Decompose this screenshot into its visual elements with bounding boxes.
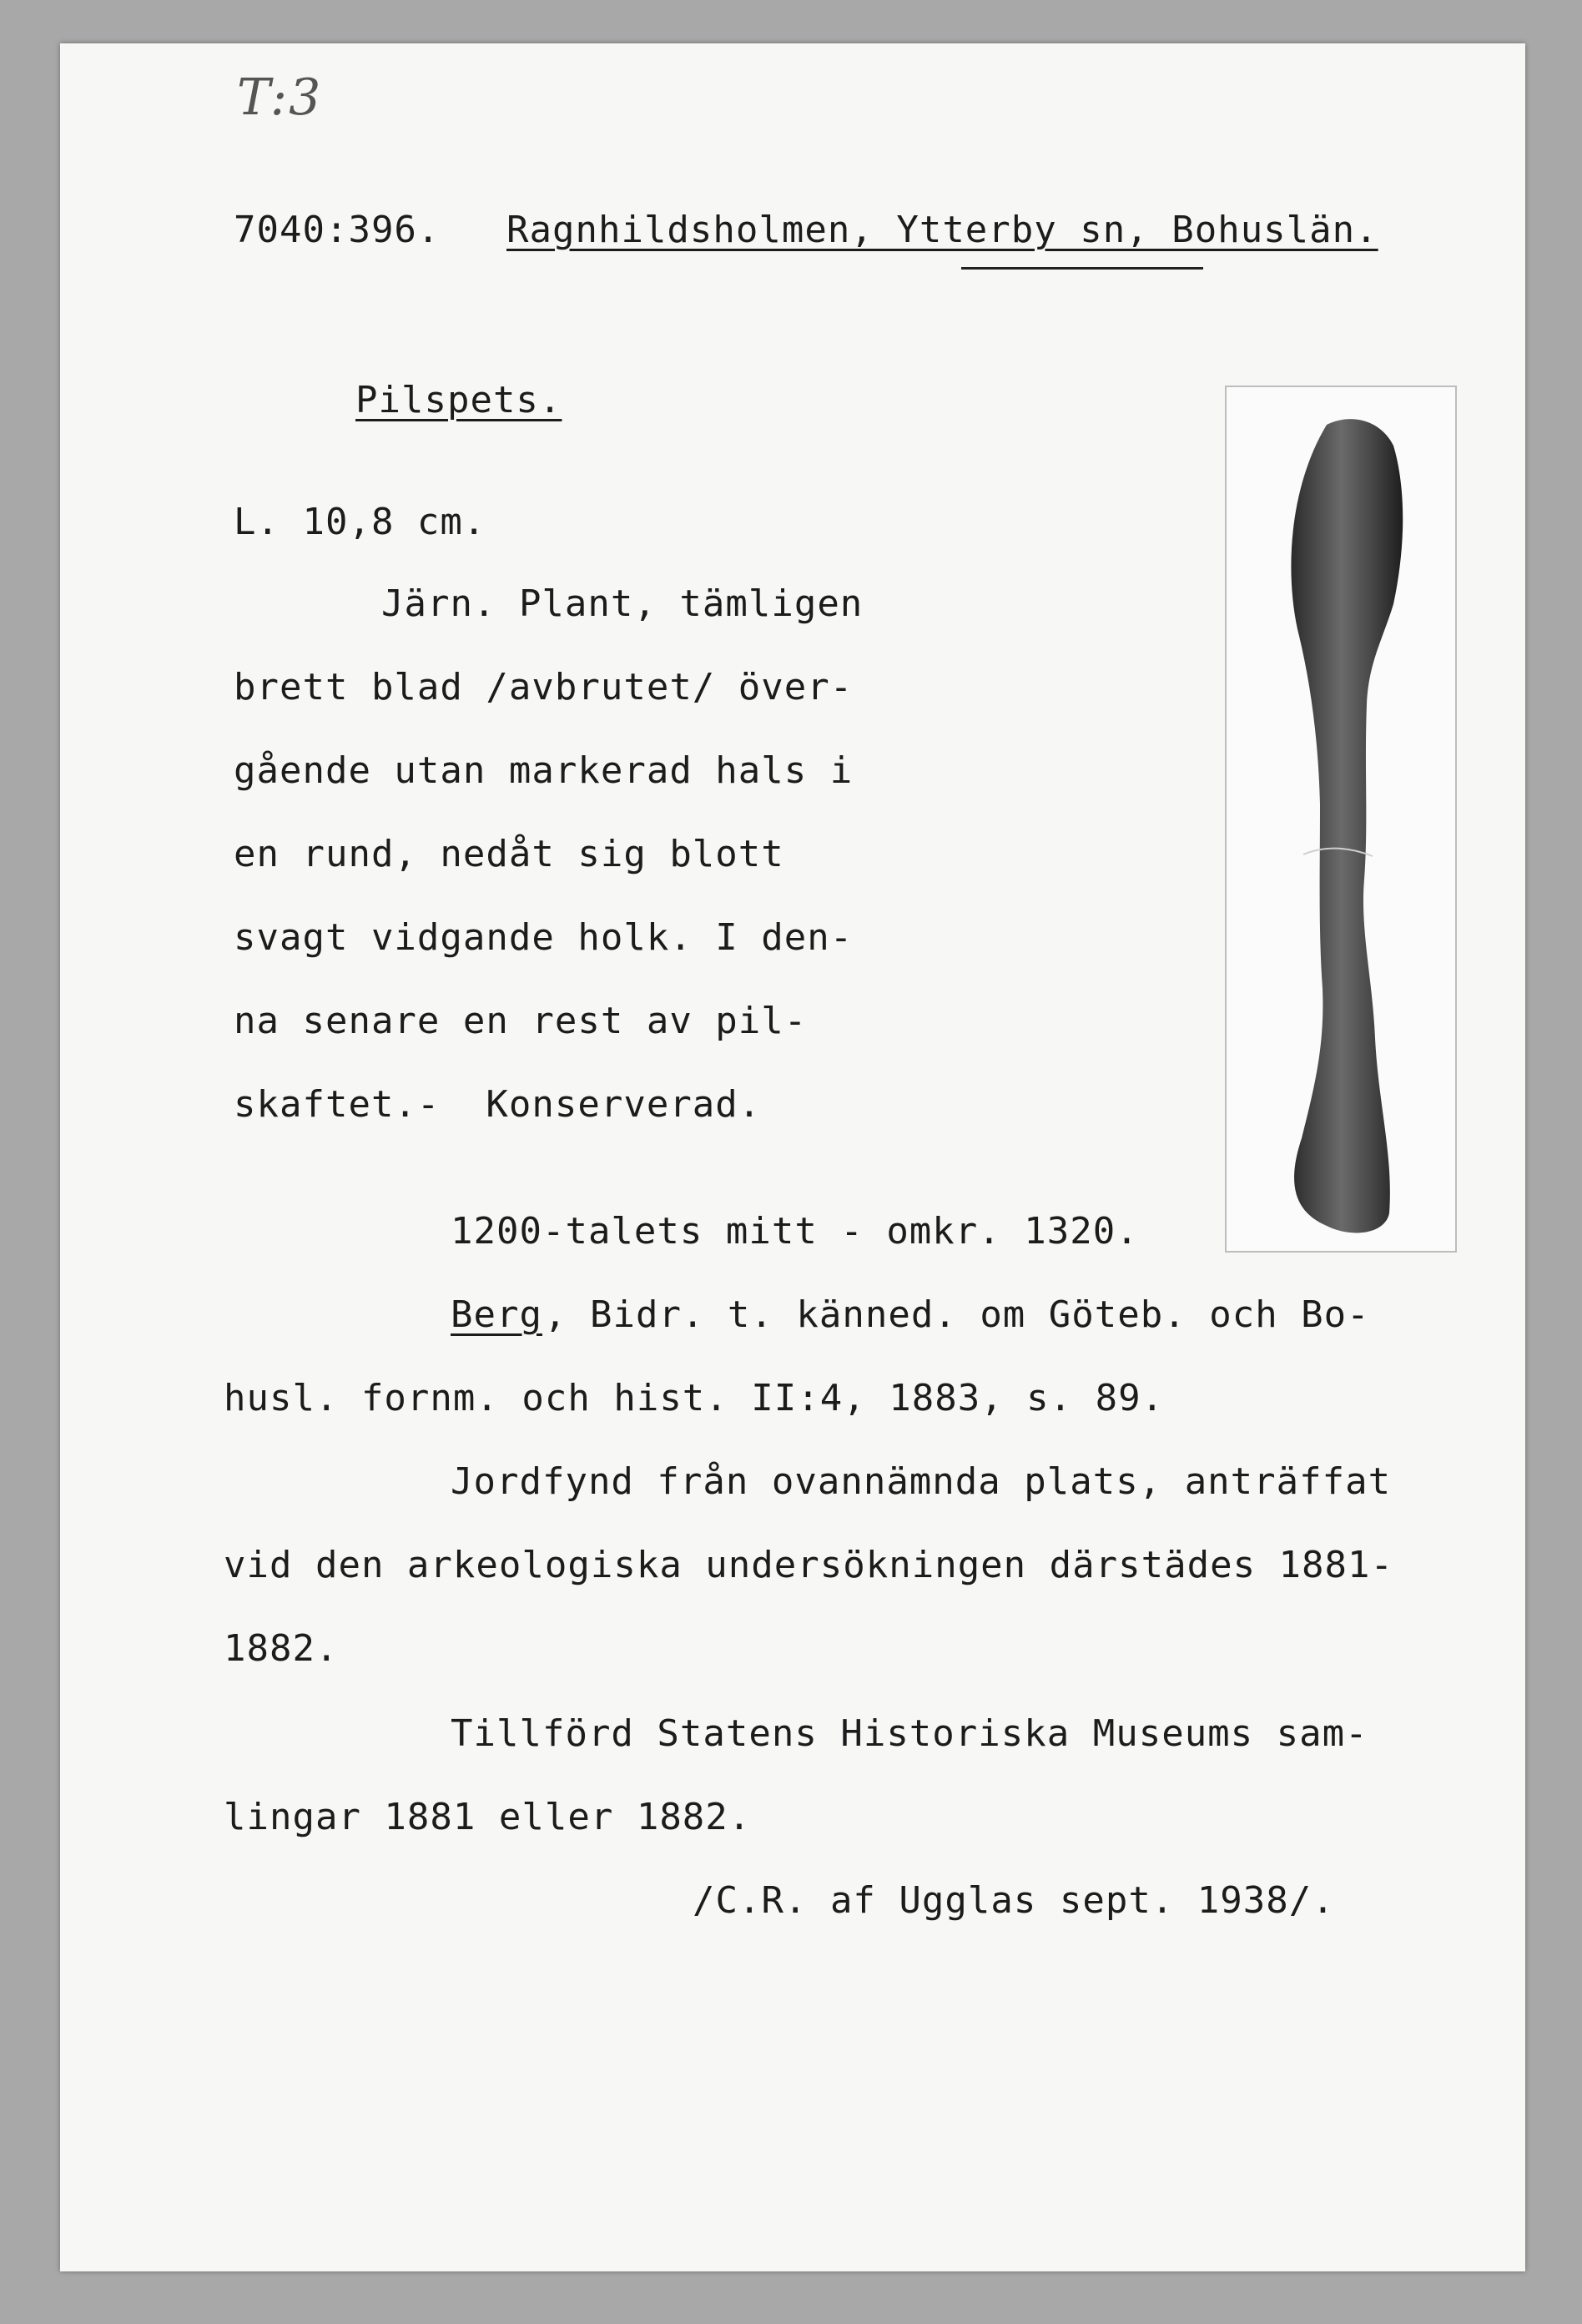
arrowhead-photo [1225,386,1457,1253]
reference-line-2: husl. fornm. och hist. II:4, 1883, s. 89. [224,1377,1165,1419]
dating-line: 1200-talets mitt - omkr. 1320. [451,1210,1139,1253]
catalog-card [60,43,1525,2271]
description-line-2: brett blad /avbrutet/ över- [234,666,854,708]
arrowhead-image [1227,387,1455,1251]
description-line-6: na senare en rest av pil- [234,1000,808,1042]
handwritten-mark: T:3 [237,68,323,127]
length-line: L. 10,8 cm. [234,501,486,543]
description-line-4: en rund, nedåt sig blott [234,833,784,875]
description-line-7: skaftet.- Konserverad. [234,1083,762,1126]
reference-author: Berg [451,1293,542,1336]
find-line-3: 1882. [224,1627,339,1670]
underline-rule [961,267,1203,270]
reference-line-1: , Bidr. t. känned. om Göteb. och Bo- [544,1293,1370,1336]
location: Ragnhildsholmen, Ytterby sn, Bohuslän. [506,209,1378,251]
arrowhead-shape [1291,419,1403,1233]
description-line-3: gående utan markerad hals i [234,749,854,792]
find-line-1: Jordfynd från ovannämnda plats, anträffat [451,1460,1392,1503]
signature-line: /C.R. af Ugglas sept. 1938/. [693,1879,1335,1922]
catalog-number: 7040:396. [234,209,441,251]
find-line-2: vid den arkeologiska undersökningen därstädes 1881- [224,1544,1394,1586]
acquisition-line-2: lingar 1881 eller 1882. [224,1796,752,1838]
acquisition-line-1: Tillförd Statens Historiska Museums sam- [451,1712,1368,1755]
description-line-5: svagt vidgande holk. I den- [234,916,854,959]
description-line-1: Järn. Plant, tämligen [381,582,864,625]
object-title: Pilspets. [355,379,562,421]
